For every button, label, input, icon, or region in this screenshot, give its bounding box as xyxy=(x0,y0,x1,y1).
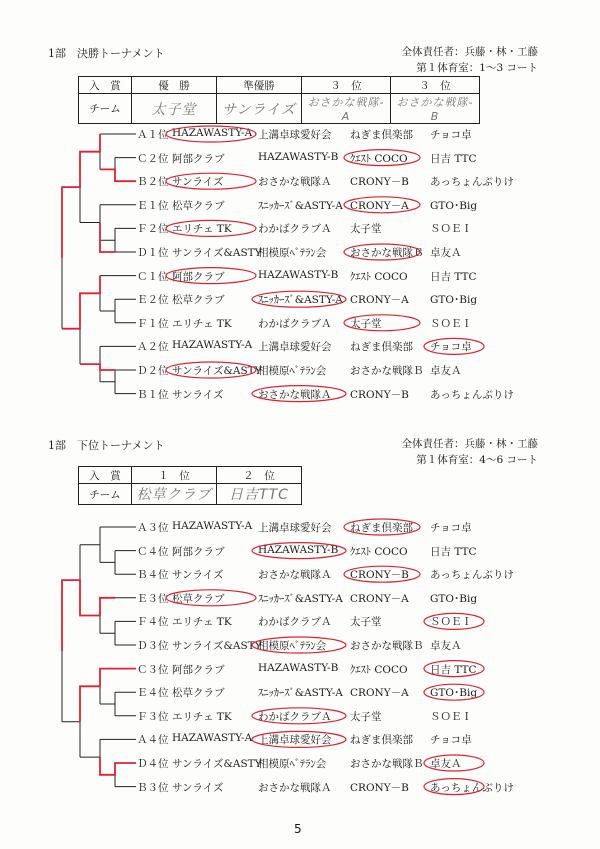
winner-circle xyxy=(252,637,346,653)
row-label: チーム xyxy=(79,94,132,124)
row-o3: ＳＯＥＩ xyxy=(430,317,472,330)
row-o3: GTO･Big xyxy=(430,199,478,212)
row-seed: Ａ２位 xyxy=(137,341,169,354)
row-o3: あっちょんぶりけ xyxy=(430,388,514,401)
row-o1: HAZAWASTY-B xyxy=(258,150,339,163)
bracket-segment xyxy=(80,364,115,370)
row-o2: おさかな戦隊Ｂ xyxy=(350,758,424,770)
row-o3: ＳＯＥＩ xyxy=(430,710,472,723)
row-o3: ＳＯＥＩ xyxy=(430,616,472,629)
bracket-segment xyxy=(80,686,100,757)
row-o1: わかばクラブＡ xyxy=(258,223,332,236)
row-seed: Ａ４位 xyxy=(137,734,169,747)
row-o1: 上溝卓球愛好会 xyxy=(258,522,332,534)
row-o1: ｽﾆｯｶｰｽﾞ&ASTY-A xyxy=(258,294,343,307)
winner-circle xyxy=(252,386,346,402)
row-o3: ＳＯＥＩ xyxy=(430,223,472,236)
row-team: サンライズ&ASTY xyxy=(172,758,262,770)
bracket-segment xyxy=(100,223,115,253)
row-o2: 太子堂 xyxy=(350,223,382,236)
row-o2: ねぎま倶楽部 xyxy=(350,734,413,747)
winner-circle xyxy=(166,362,256,378)
row-seed: Ｆ３位 xyxy=(137,710,169,723)
row-seed: Ｂ１位 xyxy=(137,388,169,401)
row-seed: Ｃ１位 xyxy=(137,270,169,283)
bracket-segment xyxy=(100,276,136,311)
bracket-segment xyxy=(100,346,136,381)
winner-circle xyxy=(252,731,346,747)
row-seed: Ｃ４位 xyxy=(137,545,169,558)
row-team: HAZAWASTY-A xyxy=(172,127,253,139)
section2-responsible: 全体責任者：兵藤・林・工藤 xyxy=(401,438,538,450)
row-team: 阿部クラブ xyxy=(172,663,225,676)
row-o3: 日吉 TTC xyxy=(430,270,477,283)
row-seed: Ｄ３位 xyxy=(137,640,169,652)
row-seed: Ｆ２位 xyxy=(137,223,169,236)
row-o2: ねぎま倶楽部 xyxy=(350,341,413,354)
row-seed: Ｅ３位 xyxy=(137,592,169,605)
row-o1: 相模原ﾍﾞﾃﾗﾝ会 xyxy=(258,365,327,377)
row-o1: わかばクラブＡ xyxy=(258,317,332,330)
row-o3: 卓友Ａ xyxy=(430,640,462,652)
winner-handwritten: 太子堂 xyxy=(132,94,217,124)
bracket-segment xyxy=(80,669,136,722)
winner-circle xyxy=(424,684,484,700)
bracket-segment xyxy=(100,527,136,562)
row-seed: Ｃ２位 xyxy=(137,152,169,165)
row-o3: 日吉 TTC xyxy=(430,152,477,165)
row-team: HAZAWASTY-A xyxy=(172,520,253,532)
bracket-segment xyxy=(62,580,80,722)
winner-circle xyxy=(424,779,484,795)
row-o1: おさかな戦隊Ａ xyxy=(258,781,332,794)
row-o1: 相模原ﾍﾞﾃﾗﾝ会 xyxy=(258,640,327,652)
row-team: サンライズ xyxy=(172,569,224,582)
row-team: 阿部クラブ xyxy=(172,270,225,283)
bracket-segment xyxy=(100,669,136,704)
row-o1: ｽﾆｯｶｰｽﾞ&ASTY-A xyxy=(258,592,343,605)
row-o2: CRONY－A xyxy=(350,687,409,700)
row-seed: Ｅ２位 xyxy=(137,294,169,307)
row-team: サンライズ xyxy=(172,781,224,794)
winner-circle xyxy=(166,173,256,189)
bracket-segment xyxy=(115,299,136,323)
row-o1: 上溝卓球愛好会 xyxy=(258,341,332,354)
row-o1: 相模原ﾍﾞﾃﾗﾝ会 xyxy=(258,247,327,259)
row-o2: ｸｴｽﾄ COCO xyxy=(350,152,408,165)
section1-responsible: 全体責任者：兵藤・林・工藤 xyxy=(401,46,538,58)
row-team: 松草クラブ xyxy=(172,687,225,700)
row-o1: HAZAWASTY-B xyxy=(258,543,339,556)
row-seed: Ｃ３位 xyxy=(137,663,169,676)
winner-circle xyxy=(344,315,420,331)
row-o2: おさかな戦隊Ｂ xyxy=(350,640,424,652)
winner-circle xyxy=(424,755,484,771)
row-o3: 日吉 TTC xyxy=(430,663,477,676)
third-handwritten: おさかな戦隊-A xyxy=(302,94,391,124)
bracket-segment xyxy=(100,169,136,181)
row-team: HAZAWASTY-A xyxy=(172,732,253,745)
row-seed: Ｄ４位 xyxy=(137,758,169,770)
winner-circle xyxy=(424,661,484,677)
winner-circle xyxy=(166,590,256,606)
bracket-segment xyxy=(115,692,136,716)
winner-circle xyxy=(344,197,420,213)
row-o3: あっちょんぶりけ xyxy=(430,569,514,582)
row-o1: 上溝卓球愛好会 xyxy=(258,129,332,141)
bracket-segment xyxy=(100,205,136,240)
row-o3: チョコ卓 xyxy=(430,129,472,141)
row-o3: あっちょんぶりけ xyxy=(430,781,514,794)
winner-circle xyxy=(166,268,256,284)
row-team: 松草クラブ xyxy=(172,199,225,212)
row-o2: CRONY－A xyxy=(350,294,409,307)
row-o1: ｽﾆｯｶｰｽﾞ&ASTY-A xyxy=(258,199,343,212)
winner-circle xyxy=(344,519,420,535)
header-third-2: ３ 位 xyxy=(391,77,480,94)
row-seed: Ｂ２位 xyxy=(137,176,169,189)
bracket-segment xyxy=(115,228,136,252)
row-seed: Ａ３位 xyxy=(137,522,169,534)
winner-circle xyxy=(252,543,346,559)
header-runner-up: 準優勝 xyxy=(217,77,302,94)
row2-label: チーム xyxy=(79,484,132,505)
bracket-segment xyxy=(115,763,136,787)
bracket-segment xyxy=(62,134,100,258)
row-team: 松草クラブ xyxy=(172,592,225,605)
row-team: HAZAWASTY-A xyxy=(172,339,253,352)
row-team: サンライズ&ASTY xyxy=(172,640,262,652)
row-team: サンライズ xyxy=(172,176,224,189)
winner-circle xyxy=(252,708,346,724)
row-o2: ｸｴｽﾄ COCO xyxy=(350,663,408,676)
row-o1: 相模原ﾍﾞﾃﾗﾝ会 xyxy=(258,758,327,770)
winner-circle xyxy=(252,291,346,307)
bracket-segment xyxy=(100,757,136,775)
bracket-segment xyxy=(100,739,136,774)
row-o2: CRONY－B xyxy=(350,388,409,401)
row-o3: チョコ卓 xyxy=(430,522,472,534)
runner-up-handwritten: サンライズ xyxy=(217,94,302,124)
bracket-segment xyxy=(100,598,136,633)
bracket-segment xyxy=(62,276,100,329)
bracket-segment xyxy=(100,134,136,169)
row-o3: チョコ卓 xyxy=(430,341,472,354)
row-o2: CRONY－B xyxy=(350,176,409,189)
row-o2: ｸｴｽﾄ COCO xyxy=(350,270,408,283)
row-o2: 太子堂 xyxy=(350,710,382,723)
row-team: エリチェ TK xyxy=(172,317,232,330)
row-seed: Ｄ２位 xyxy=(137,365,169,377)
bracket-segment xyxy=(115,370,136,394)
header-third: ３ 位 xyxy=(302,77,391,94)
row-team: サンライズ xyxy=(172,388,224,401)
header-award: 入 賞 xyxy=(79,77,132,94)
row-o3: チョコ卓 xyxy=(430,734,472,747)
row-team: エリチェ TK xyxy=(172,710,232,723)
bracket-segment xyxy=(80,152,100,223)
bracket-segment xyxy=(62,580,115,651)
row-o2: ねぎま倶楽部 xyxy=(350,129,413,141)
row-team: 阿部クラブ xyxy=(172,152,225,165)
row-o1: おさかな戦隊Ａ xyxy=(258,569,332,582)
bracket-segment xyxy=(62,187,80,329)
row-o3: 卓友Ａ xyxy=(430,247,462,259)
row-o3: 卓友Ａ xyxy=(430,758,462,770)
winner-circle xyxy=(344,150,420,166)
row-team: 松草クラブ xyxy=(172,294,225,307)
row-o1: わかばクラブＡ xyxy=(258,710,332,723)
bracket-segment xyxy=(115,158,136,182)
row-seed: Ａ１位 xyxy=(137,129,169,141)
row-o1: HAZAWASTY-B xyxy=(258,661,339,674)
section2-title: 1部 下位トーナメント xyxy=(48,439,165,452)
row-team: サンライズ&ASTY xyxy=(172,365,262,377)
bracket-segment xyxy=(80,545,100,616)
row-seed: Ｆ１位 xyxy=(137,317,169,330)
header2-second: ２ 位 xyxy=(217,467,302,484)
bracket-segment xyxy=(115,551,136,575)
row-o3: GTO･Big xyxy=(430,592,478,605)
row-o2: 太子堂 xyxy=(350,616,382,629)
row-o2: CRONY－B xyxy=(350,781,409,794)
row-o2: 太子堂 xyxy=(350,317,382,330)
row-seed: Ｂ３位 xyxy=(137,781,169,794)
bracket-segment xyxy=(115,621,136,645)
first-handwritten: 松草クラブ xyxy=(132,484,217,505)
row-o1: わかばクラブＡ xyxy=(258,616,332,629)
row-team: サンライズ&ASTY xyxy=(172,247,262,259)
header2-first: １ 位 xyxy=(132,467,217,484)
section1-court: 第１体育室：1～3 コート xyxy=(416,62,538,74)
row-seed: Ｄ１位 xyxy=(137,247,169,259)
row-team: エリチェ TK xyxy=(172,223,232,236)
row-o3: GTO･Big xyxy=(430,687,478,700)
row-o1: おさかな戦隊Ａ xyxy=(258,176,332,189)
third-2-handwritten: おさかな戦隊-B xyxy=(391,94,480,124)
row-team: エリチェ TK xyxy=(172,616,232,629)
row-o2: ｸｴｽﾄ COCO xyxy=(350,545,408,558)
winner-circle xyxy=(424,613,484,629)
header2-award: 入 賞 xyxy=(79,467,132,484)
row-o2: おさかな戦隊Ｂ xyxy=(350,365,424,377)
row-o3: GTO･Big xyxy=(430,294,478,307)
winner-circle xyxy=(166,126,256,142)
row-o2: ねぎま倶楽部 xyxy=(350,522,413,534)
row-o2: CRONY－B xyxy=(350,569,409,582)
winner-circle xyxy=(424,338,484,354)
row-o1: おさかな戦隊Ａ xyxy=(258,388,332,401)
row-o3: 日吉 TTC xyxy=(430,545,477,558)
bracket-segment xyxy=(80,293,100,364)
row-seed: Ｅ４位 xyxy=(137,687,169,700)
row-o1: 上溝卓球愛好会 xyxy=(258,734,332,747)
row-o2: おさかな戦隊Ｂ xyxy=(350,247,424,259)
row-seed: Ｅ１位 xyxy=(137,199,169,212)
second-handwritten: 日吉TTC xyxy=(217,484,302,505)
row-seed: Ｂ４位 xyxy=(137,569,169,582)
winner-circle xyxy=(344,566,420,582)
row-o2: CRONY－A xyxy=(350,592,409,605)
page-number: 5 xyxy=(294,822,302,836)
section2-court: 第１体育室：4～6 コート xyxy=(416,454,538,466)
row-o2: CRONY－A xyxy=(350,199,409,212)
header-winner: 優 勝 xyxy=(132,77,217,94)
row-o1: HAZAWASTY-B xyxy=(258,268,339,281)
row-team: 阿部クラブ xyxy=(172,545,225,558)
winner-circle xyxy=(166,220,256,236)
row-o1: ｽﾆｯｶｰｽﾞ&ASTY-A xyxy=(258,687,343,700)
row-seed: Ｆ４位 xyxy=(137,616,169,629)
section1-title: 1部 決勝トーナメント xyxy=(48,47,165,60)
row-o3: 卓友Ａ xyxy=(430,365,462,377)
winner-circle xyxy=(344,244,420,260)
row-o3: あっちょんぶりけ xyxy=(430,176,514,189)
